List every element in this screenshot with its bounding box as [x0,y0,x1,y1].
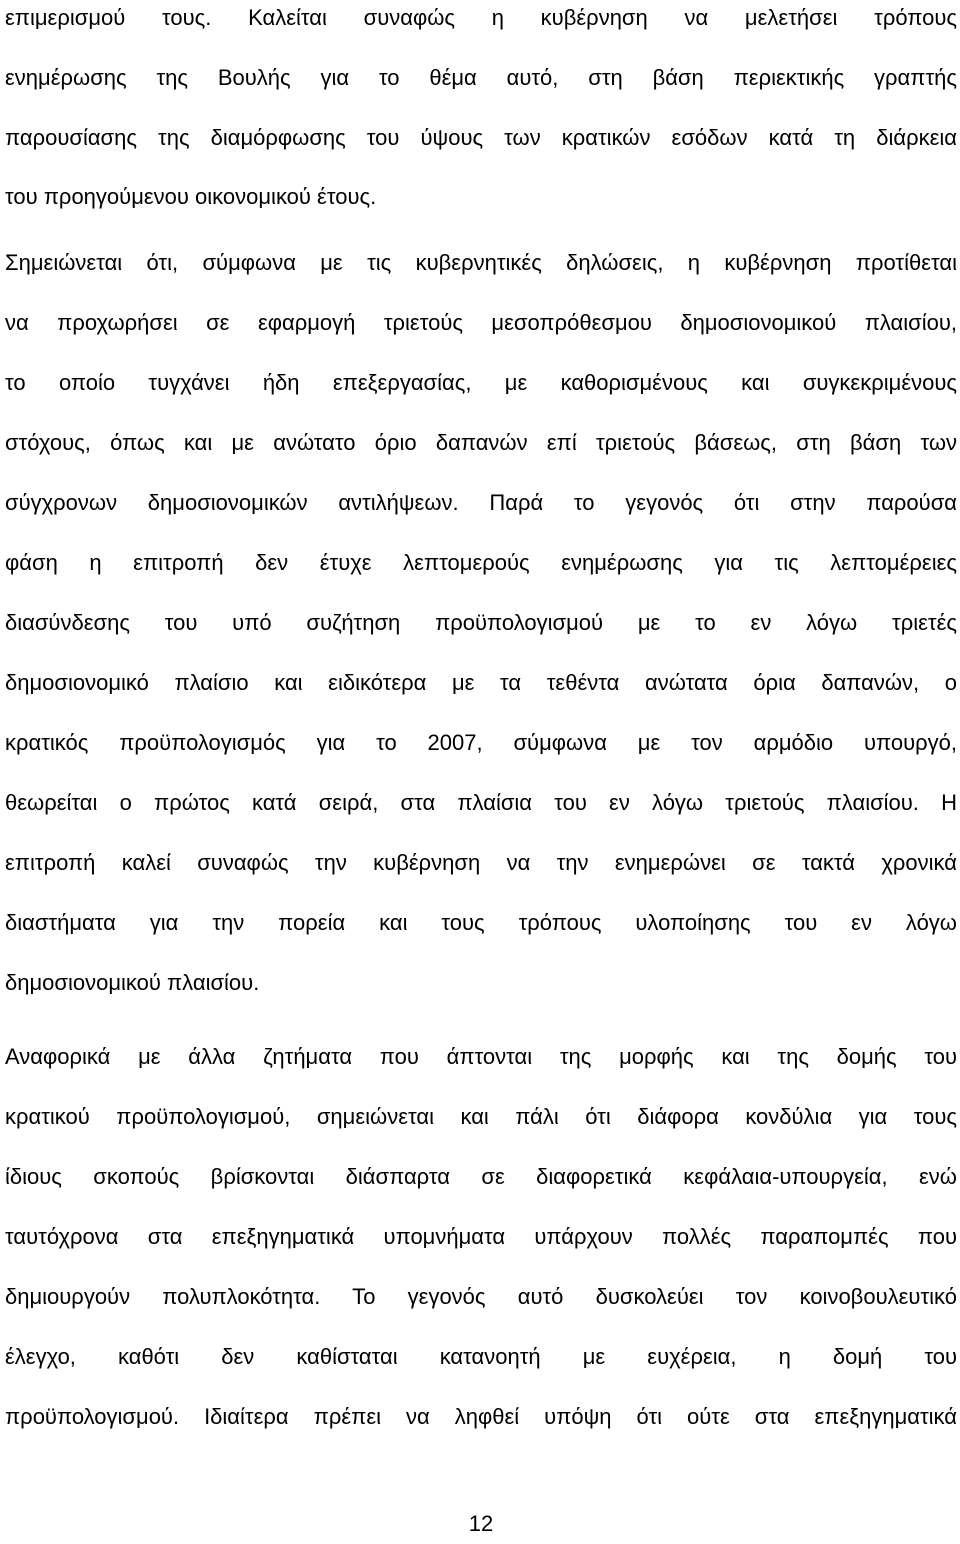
text-line: θεωρείται ο πρώτος κατά σειρά, στα πλαίσια του εν λόγω τριετούς πλαισίου. Η [5,790,957,815]
text-line: κρατικός προϋπολογισμός για το 2007, σύμφωνα με τον αρμόδιο υπουργό, [5,730,957,755]
text-line: επιτροπή καλεί συναφώς την κυβέρνηση να την ενημερώνει σε τακτά χρονικά [5,850,957,875]
text-line: Αναφορικά με άλλα ζητήματα που άπτονται της μορφής και της δομής του [5,1044,957,1069]
text-line: επιμερισμού τους. Καλείται συναφώς η κυβέρνηση να μελετήσει τρόπους [5,5,957,30]
page-number: 12 [468,1511,494,1536]
text-line: στόχους, όπως και με ανώτατο όριο δαπανών επί τριετούς βάσεως, στη βάση των [5,430,957,455]
text-line: διαστήματα για την πορεία και τους τρόπους υλοποίησης του εν λόγω [5,910,957,935]
text-line: Σημειώνεται ότι, σύμφωνα με τις κυβερνητικές δηλώσεις, η κυβέρνηση προτίθεται [5,250,957,275]
text-line: προϋπολογισμού. Ιδιαίτερα πρέπει να ληφθεί υπόψη ότι ούτε στα επεξηγηματικά [5,1404,957,1429]
text-line: το οποίο τυγχάνει ήδη επεξεργασίας, με καθορισμένους και συγκεκριμένους [5,370,957,395]
text-line: του προηγούμενου οικονομικού έτους. [5,184,377,209]
text-line: ίδιους σκοπούς βρίσκονται διάσπαρτα σε διαφορετικά κεφάλαια-υπουργεία, ενώ [5,1164,957,1189]
text-line: παρουσίασης της διαμόρφωσης του ύψους των κρατικών εσόδων κατά τη διάρκεια [5,125,957,150]
text-line: έλεγχο, καθότι δεν καθίσταται κατανοητή με ευχέρεια, η δομή του [5,1344,957,1369]
document-page [5,0,957,1544]
text-line: ταυτόχρονα στα επεξηγηματικά υπομνήματα υπάρχουν πολλές παραπομπές που [5,1224,957,1249]
text-line: σύγχρονων δημοσιονομικών αντιλήψεων. Παρά το γεγονός ότι στην παρούσα [5,490,957,515]
text-line: δημοσιονομικού πλαισίου. [5,970,260,995]
text-line: διασύνδεσης του υπό συζήτηση προϋπολογισμού με το εν λόγω τριετές [5,610,957,635]
text-line: κρατικού προϋπολογισμού, σημειώνεται και πάλι ότι διάφορα κονδύλια για τους [5,1104,957,1129]
text-line: ενημέρωσης της Βουλής για το θέμα αυτό, στη βάση περιεκτικής γραπτής [5,65,957,90]
text-line: δημοσιονομικό πλαίσιο και ειδικότερα με τα τεθέντα ανώτατα όρια δαπανών, ο [5,670,957,695]
text-line: φάση η επιτροπή δεν έτυχε λεπτομερούς ενημέρωσης για τις λεπτομέρειες [5,550,957,575]
text-line: δημιουργούν πολυπλοκότητα. Το γεγονός αυτό δυσκολεύει τον κοινοβουλευτικό [5,1284,957,1309]
text-line: να προχωρήσει σε εφαρμογή τριετούς μεσοπρόθεσμου δημοσιονομικού πλαισίου, [5,310,957,335]
